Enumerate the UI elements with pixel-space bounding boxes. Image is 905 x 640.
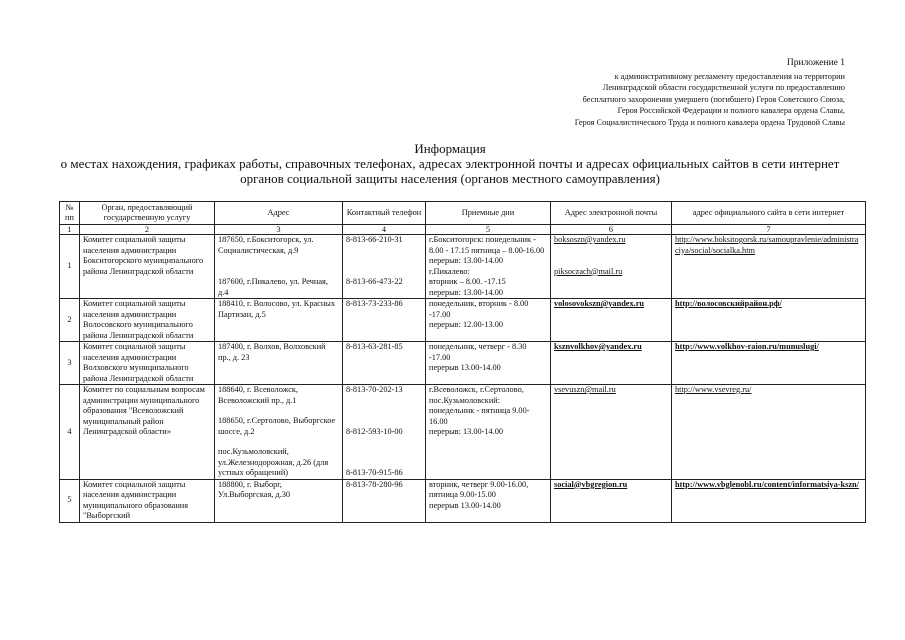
organ-cell: Комитет социальной защиты населения администрации Бокситогорского муниципального района Ленинградской области xyxy=(80,235,215,299)
header-days: Приемные дни xyxy=(426,202,551,225)
days-cell xyxy=(426,479,551,522)
table-header-row xyxy=(60,202,866,225)
address-line: пос.Кузьмоловский, ул.Железнодорожная, д.26 (для устных обращений) xyxy=(218,447,329,477)
document-subtitle: о местах нахождения, графиках работы, справочных телефонах, адресах электронной почты и адресах официальных сайтов в сети интернет xyxy=(60,156,840,171)
days-line: вторник, четверг 9.00-16.00, пятница 9.00-15.00 xyxy=(429,479,529,499)
days-line: перерыв 13.00-14.00 xyxy=(429,363,501,372)
address-cell: 188800, г. Выборг, Ул.Выборгская, д.30 xyxy=(215,479,343,522)
phone-number: 8-813-70-915-86 xyxy=(346,468,403,477)
email-link[interactable]: social@vbgregion.ru xyxy=(554,479,628,489)
appendix-block xyxy=(485,58,845,128)
days-line: понедельник, четверг - 8.30 -17.00 xyxy=(429,342,527,362)
row-number: 1 xyxy=(60,235,80,299)
days-line: перерыв: 12.00-13.00 xyxy=(429,320,504,329)
days-cell xyxy=(426,342,551,385)
table-row xyxy=(60,235,866,299)
site-cell xyxy=(672,479,866,522)
email-link[interactable]: volosovokszn@yandex.ru xyxy=(554,299,645,308)
site-cell xyxy=(672,235,866,299)
site-cell xyxy=(672,342,866,385)
header-phone: Контактный телефон xyxy=(343,202,426,225)
days-cell xyxy=(426,235,551,299)
address-cell xyxy=(215,385,343,480)
info-table xyxy=(59,201,866,523)
column-number: 1 xyxy=(60,225,80,235)
email-link[interactable]: ksznvolkhov@yandex.ru xyxy=(554,342,642,351)
appendix-line: к административному регламенту предоставления на территории xyxy=(614,71,845,81)
header-num: № пп xyxy=(60,202,80,225)
column-number: 3 xyxy=(215,225,343,235)
organ-cell: Комитет социальной защиты населения администрации муниципального образования "Выборгский xyxy=(80,479,215,522)
phone-number: 8-813-70-202-13 xyxy=(346,385,403,394)
column-number: 5 xyxy=(426,225,551,235)
email-cell xyxy=(551,342,672,385)
organ-cell: Комитет социальной защиты населения администрации Волховского муниципального района Ленинградской области xyxy=(80,342,215,385)
days-line: перерыв: 13.00-14.00 xyxy=(429,256,504,265)
address-cell xyxy=(215,235,343,299)
table-row xyxy=(60,479,866,522)
site-cell xyxy=(672,385,866,480)
site-cell xyxy=(672,299,866,342)
phone-number: 8-813-66-473-22 xyxy=(346,276,403,286)
days-line: г.Бокситогорск: понедельник - 8.00 - 17.15 пятница – 8.00-16.00 xyxy=(429,235,545,255)
email-cell xyxy=(551,385,672,480)
document-title: Информация xyxy=(414,141,486,156)
site-link[interactable]: http://волосовскийрайон.рф/ xyxy=(675,299,782,308)
document-subtitle: органов социальной защиты населения (органов местного самоуправления) xyxy=(240,171,660,186)
site-link[interactable]: http://www.vsevreg.ru/ xyxy=(675,385,752,394)
site-link[interactable]: http://www.vbglenobl.ru/content/informatsiya-kszn/ xyxy=(675,479,859,489)
appendix-line: Героя Социалистического Труда и полного кавалера ордена Трудовой Славы xyxy=(574,117,845,127)
header-site: адрес официального сайта в сети интернет xyxy=(672,202,866,225)
table-row xyxy=(60,342,866,385)
table-row xyxy=(60,385,866,480)
email-cell xyxy=(551,235,672,299)
table-row xyxy=(60,299,866,342)
organ-cell: Комитет по социальным вопросам администрации муниципального образования "Всеволожский муниципальный район Ленинградской области» xyxy=(80,385,215,480)
header-email: Адрес электронной почты xyxy=(551,202,672,225)
address-line: 187650, г.Бокситогорск, ул. Социалистическая, д.9 xyxy=(218,235,314,255)
address-line: 187600, г.Пикалево, ул. Речная, д.4 xyxy=(218,277,328,297)
column-number-row xyxy=(60,225,866,235)
days-line: понедельник, вторник - 8.00 -17.00 xyxy=(429,299,529,319)
row-number: 3 xyxy=(60,342,80,385)
appendix-line: Героя Российской Федерации и полного кавалера ордена Славы, xyxy=(617,106,845,115)
appendix-line: бесплатного захоронения умершего (погибшего) Героя Советского Союза, xyxy=(582,94,845,104)
address-cell: 188410, г. Волосово, ул. Красных Партизан, д.5 xyxy=(215,299,343,342)
column-number: 2 xyxy=(80,225,215,235)
days-cell xyxy=(426,385,551,480)
column-number: 7 xyxy=(672,225,866,235)
days-line: перерыв 13.00-14.00 xyxy=(429,500,501,510)
address-line: 188650, г.Сертолово, Выборгское шоссе, д.2 xyxy=(218,416,336,436)
days-line: вторник – 8.00. -17.15 xyxy=(429,277,506,286)
phone-cell: 8-813-78-280-96 xyxy=(343,479,426,522)
phone-cell: 8-813-63-281-85 xyxy=(343,342,426,385)
address-line: 188640, г. Всеволожск, Всеволожский пр., д.1 xyxy=(218,385,299,405)
phone-cell xyxy=(343,235,426,299)
row-number: 5 xyxy=(60,479,80,522)
days-line: г.Всеволожск, г.Сертолово, пос.Кузьмоловский: понедельник - пятница 9.00-16.00 xyxy=(429,385,530,426)
document-heading xyxy=(40,141,860,186)
column-number: 4 xyxy=(343,225,426,235)
row-number: 2 xyxy=(60,299,80,342)
email-cell xyxy=(551,479,672,522)
organ-cell: Комитет социальной защиты населения администрации Волосовского муниципального района Ленинградской области xyxy=(80,299,215,342)
row-number: 4 xyxy=(60,385,80,480)
site-link[interactable]: http://www.boksitogorsk.ru/samoupravlenie/administraciya/social/socialka.htm xyxy=(675,235,859,255)
appendix-line: Ленинградской области государственной услуги по предоставлению xyxy=(602,83,845,92)
phone-number: 8-812-593-10-00 xyxy=(346,426,403,436)
days-line: перерыв: 13.00-14.00 xyxy=(429,287,504,297)
phone-cell xyxy=(343,385,426,480)
days-line: перерыв: 13.00-14.00 xyxy=(429,427,504,436)
email-link[interactable]: piksoczach@mail.ru xyxy=(554,266,623,276)
days-line: г.Пикалево: xyxy=(429,266,470,276)
header-organ: Орган, предоставляющий государственную услугу xyxy=(80,202,215,225)
appendix-title: Приложение 1 xyxy=(786,58,845,68)
phone-number: 8-813-66-210-31 xyxy=(346,235,403,244)
column-number: 6 xyxy=(551,225,672,235)
email-link[interactable]: boksoszn@yandex.ru xyxy=(554,235,626,244)
header-address: Адрес xyxy=(215,202,343,225)
site-link[interactable]: http://www.volkhov-raion.ru/munuslugi/ xyxy=(675,342,819,351)
days-cell xyxy=(426,299,551,342)
email-link[interactable]: vsevuszn@mail.ru xyxy=(554,385,616,394)
phone-cell: 8-813-73-233-86 xyxy=(343,299,426,342)
address-cell: 187400, г. Волхов, Волховский пр., д. 23 xyxy=(215,342,343,385)
email-cell xyxy=(551,299,672,342)
